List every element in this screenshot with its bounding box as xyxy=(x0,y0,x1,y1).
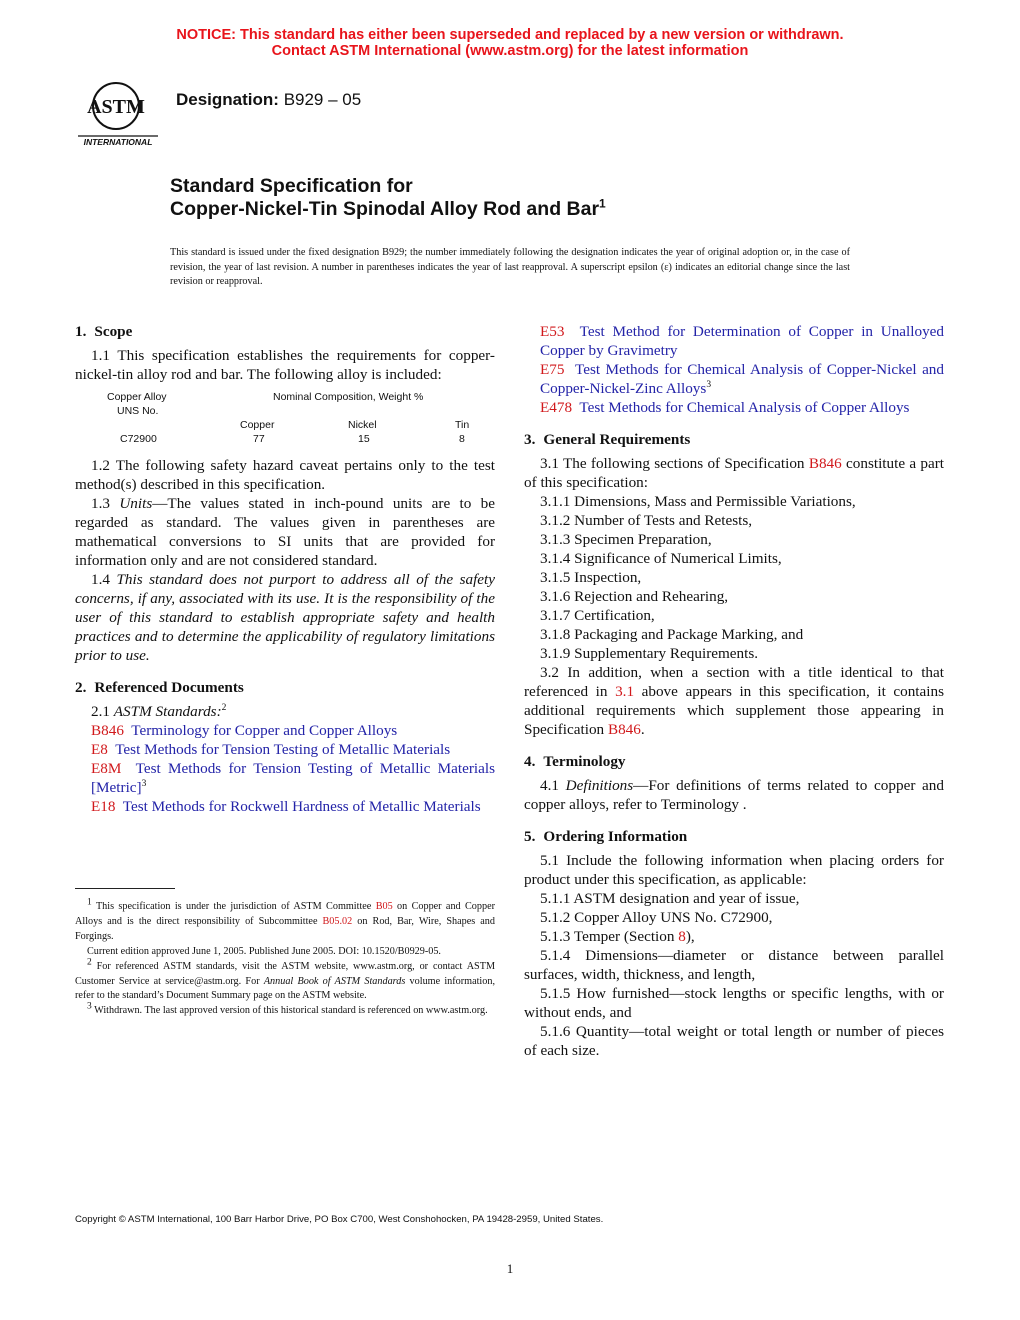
table-header-tin: Tin xyxy=(455,419,470,431)
list-item: 3.1.9 Supplementary Requirements. xyxy=(540,645,759,662)
table-header-alloy-1: Copper Alloy xyxy=(107,391,167,403)
title-line-2 xyxy=(170,198,606,221)
para-2-1: 2.1 ASTM Standards:$^2$ xyxy=(91,702,227,720)
footnotes xyxy=(75,897,496,1019)
table-header-copper: Copper xyxy=(240,419,275,431)
para-1-1: 1.1 This specification establishes the requirements for copper-nickel-tin alloy rod and bar. The following alloy is included: xyxy=(75,347,495,383)
para-3-2: 3.2 In addition, when a section with a title identical to that referenced in 3.1 above appears in this specification, it contains additional requirements which supplement those appearing in Specification B846. xyxy=(524,664,944,738)
para-1-3: 1.3 Units—The values stated in inch-pound units are to be regarded as standard. The values given in parentheses are mathematical conversions to SI units that are provided for information only and are not considered standard. xyxy=(75,495,495,569)
footnote-divider xyxy=(75,888,175,889)
right-column xyxy=(524,322,944,1060)
para-5-1: 5.1 Include the following information when placing orders for product under this specification, as applicable: xyxy=(524,852,944,888)
table-header-alloy-2: UNS No. xyxy=(117,405,159,417)
list-item: 3.1.2 Number of Tests and Retests, xyxy=(540,512,753,529)
table-cell-copper: 77 xyxy=(253,433,265,445)
general-requirements-list xyxy=(524,492,944,663)
title-line-1: Standard Specification for xyxy=(170,175,413,197)
table-cell-nickel: 15 xyxy=(358,433,370,445)
section-2-heading: 2. Referenced Documents xyxy=(75,679,244,696)
designation-number: B929 – 05 xyxy=(283,90,362,109)
logo-subtext: INTERNATIONAL xyxy=(83,137,153,147)
list-item: 3.1.3 Specimen Preparation, xyxy=(540,531,712,548)
ref-item-e75[interactable]: E75 Test Methods for Chemical Analysis of Copper-Nickel and Copper-Nickel-Zinc Alloys$^3$ xyxy=(540,361,944,397)
alloy-table xyxy=(75,390,495,450)
list-item: 3.1.1 Dimensions, Mass and Permissible Variations, xyxy=(540,493,856,510)
page-title xyxy=(170,175,606,221)
title-line-2-text: Copper-Nickel-Tin Spinodal Alloy Rod and Bar xyxy=(170,198,600,220)
logo-text: ASTM xyxy=(87,96,145,118)
table-cell-tin: 8 xyxy=(459,433,465,445)
ref-item-e478[interactable]: E478 Test Methods for Chemical Analysis of Copper Alloys xyxy=(540,399,910,416)
section-5-heading: 5. Ordering Information xyxy=(524,828,688,845)
notice-line-2: Contact ASTM International (www.astm.org) for the latest information xyxy=(271,43,749,59)
table-header-nickel: Nickel xyxy=(348,419,377,431)
para-5-1-4: 5.1.4 Dimensions—diameter or distance between parallel surfaces, width, thickness, and length, xyxy=(524,947,944,983)
footnote-1: $^1$ This specification is under the jurisdiction of ASTM Committee B05 on Copper and Copper Alloys and is the direct responsibility of Subcommittee B05.02 on Rod, Bar, Wire, Shapes and Forgings. xyxy=(75,897,495,942)
footnote-2: $^2$ For referenced ASTM standards, visit the ASTM website, www.astm.org, or contact ASTM Customer Service at service@astm.org. For Annual Book of ASTM Standards volume information, refer to the standard’s Document Summary page on the ASTM website. xyxy=(75,957,496,1002)
para-5-1-3: 5.1.3 Temper (Section 8), xyxy=(540,928,695,945)
ref-item-e8[interactable]: E8 Test Methods for Tension Testing of Metallic Materials xyxy=(91,741,451,758)
section-3-heading: 3. General Requirements xyxy=(524,431,691,448)
notice-line-1: NOTICE: This standard has either been superseded and replaced by a new version or withdrawn. xyxy=(176,27,844,43)
page-number: 1 xyxy=(506,1261,514,1276)
footnote-link-b0502[interactable]: B05.02 xyxy=(322,915,353,927)
para-5-1-5: 5.1.5 How furnished—stock lengths or specific lengths, with or without ends, and xyxy=(524,985,944,1021)
link-section-3-1[interactable]: 3.1 xyxy=(615,683,635,700)
notice-banner xyxy=(0,27,1020,59)
list-item: 3.1.5 Inspection, xyxy=(540,569,642,586)
list-item: 3.1.6 Rejection and Rehearing, xyxy=(540,588,729,605)
section-4-heading: 4. Terminology xyxy=(524,753,626,770)
para-5-1-2: 5.1.2 Copper Alloy UNS No. C72900, xyxy=(540,909,773,926)
copyright: Copyright © ASTM International, 100 Barr Harbor Drive, PO Box C700, West Conshohocken, PA 19428-2959, United States. xyxy=(75,1214,604,1225)
para-1-2: 1.2 The following safety hazard caveat pertains only to the test method(s) described in this specification. xyxy=(75,457,495,493)
astm-logo-icon xyxy=(76,76,160,148)
table-cell-alloy: C72900 xyxy=(120,433,157,445)
left-column xyxy=(75,322,495,816)
ref-item-e18[interactable]: E18 Test Methods for Rockwell Hardness of Metallic Materials xyxy=(91,798,481,815)
table-header-composition: Nominal Composition, Weight % xyxy=(273,391,424,403)
footnote-1-edition: Current edition approved June 1, 2005. Published June 2005. DOI: 10.1520/B0929-05. xyxy=(87,945,441,957)
link-b846[interactable]: B846 xyxy=(808,455,842,472)
ref-item-b846[interactable]: B846 Terminology for Copper and Copper Alloys xyxy=(91,722,398,739)
footnote-3: $^3$ Withdrawn. The last approved version of this historical standard is referenced on www.astm.org. xyxy=(87,1001,488,1017)
issued-note: This standard is issued under the fixed designation B929; the number immediately following the designation indicates the year of original adoption or, in the case of revision, the year of last revision. A number in parentheses indicates the year of last reapproval. A superscript epsilon (ε) indicates an editorial change since the last revision or reapproval. xyxy=(170,247,850,287)
list-item: 3.1.4 Significance of Numerical Limits, xyxy=(540,550,782,567)
title-footnote-ref[interactable]: 1 xyxy=(599,196,606,211)
designation-label: Designation: xyxy=(176,90,279,109)
link-b846-2[interactable]: B846 xyxy=(607,721,641,738)
para-1-4: 1.4 This standard does not purport to address all of the safety concerns, if any, associated with its use. It is the responsibility of the user of this standard to establish appropriate safety and health practices and to determine the applicability of regulatory limitations prior to use. xyxy=(75,571,496,664)
para-3-1: 3.1 The following sections of Specification B846 constitute a part of this specification: xyxy=(524,455,944,491)
designation xyxy=(176,90,361,110)
para-4-1: 4.1 Definitions—For definitions of terms related to copper and copper alloys, refer to Terminology . xyxy=(524,777,944,813)
footnote-link-b05[interactable]: B05 xyxy=(375,901,393,912)
ref-item-e53[interactable]: E53 Test Method for Determination of Copper in Unalloyed Copper by Gravimetry xyxy=(540,323,945,359)
list-item: 3.1.8 Packaging and Package Marking, and xyxy=(540,626,804,643)
ref-item-e8m[interactable]: E8M Test Methods for Tension Testing of Metallic Materials [Metric]$^3$ xyxy=(91,760,496,796)
list-item: 3.1.7 Certification, xyxy=(540,607,655,624)
section-1-heading: 1. Scope xyxy=(75,323,133,340)
para-5-1-6: 5.1.6 Quantity—total weight or total length or number of pieces of each size. xyxy=(524,1023,944,1059)
para-5-1-1: 5.1.1 ASTM designation and year of issue, xyxy=(540,890,800,907)
link-section-8[interactable]: 8 xyxy=(678,928,686,945)
